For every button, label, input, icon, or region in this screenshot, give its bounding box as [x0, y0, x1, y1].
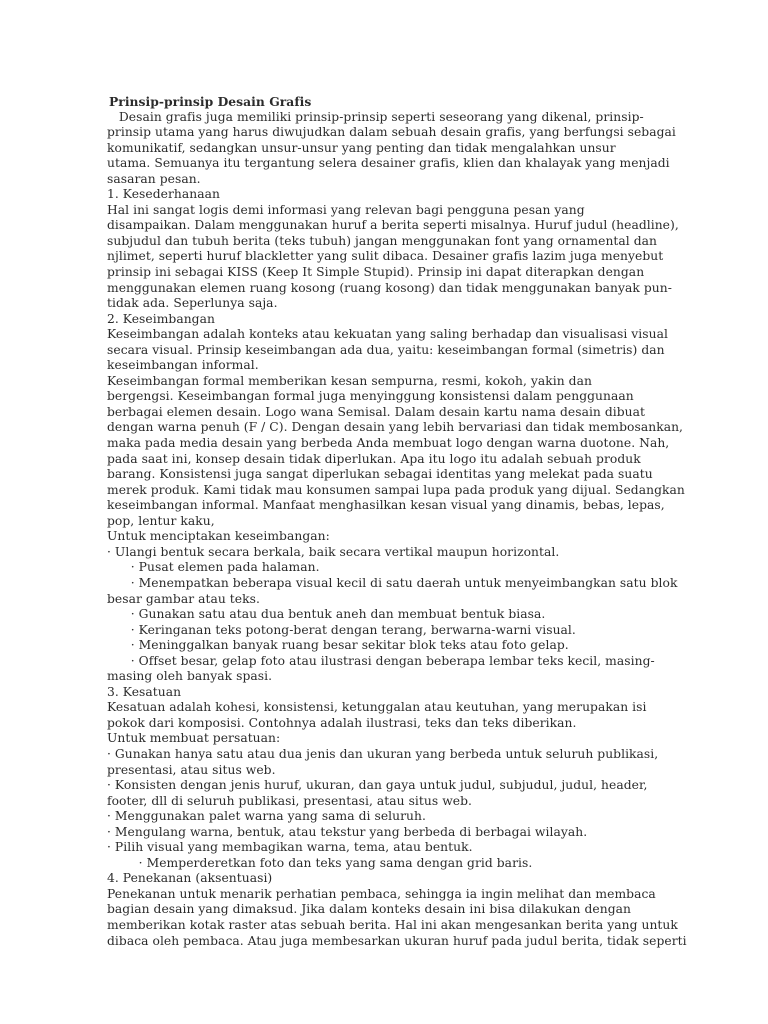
- document-line: berbagai elemen desain. Logo wana Semisal. Dalam desain kartu nama desain dibuat: [107, 404, 646, 419]
- document-line: komunikatif, sedangkan unsur-unsur yang penting dan tidak mengalahkan unsur: [107, 140, 616, 155]
- document-line: · Memperderetkan foto dan teks yang sama dengan grid baris.: [107, 855, 533, 870]
- document-line: bergengsi. Keseimbangan formal juga menyinggung konsistensi dalam penggunaan: [107, 389, 634, 404]
- document-body: [107, 110, 697, 950]
- document-line: · Ulangi bentuk secara berkala, baik secara vertikal maupun horizontal.: [107, 544, 560, 559]
- document-line: pada saat ini, konsep desain tidak diperlukan. Apa itu logo itu adalah sebuah produk: [107, 451, 641, 466]
- document-line: njlimet, seperti huruf blackletter yang sulit dibaca. Desainer grafis lazim juga menyebut: [107, 249, 664, 264]
- document-title: Prinsip-prinsip Desain Grafis: [109, 94, 312, 109]
- document-line: presentasi, atau situs web.: [107, 762, 276, 777]
- document-line: Untuk menciptakan keseimbangan:: [107, 529, 330, 544]
- document-line: prinsip ini sebagai KISS (Keep It Simple Stupid). Prinsip ini dapat diterapkan dengan: [107, 265, 645, 280]
- document-line: · Konsisten dengan jenis huruf, ukuran, dan gaya untuk judul, subjudul, judul, header,: [107, 778, 648, 793]
- document-line: keseimbangan informal.: [107, 358, 259, 373]
- document-line: dibaca oleh pembaca. Atau juga membesarkan ukuran huruf pada judul berita, tidak seperti: [107, 933, 687, 948]
- document-line: · Keringanan teks potong-berat dengan terang, berwarna-warni visual.: [107, 622, 576, 637]
- document-line: masing oleh banyak spasi.: [107, 669, 273, 684]
- document-line: · Gunakan hanya satu atau dua jenis dan ukuran yang berbeda untuk seluruh publikasi,: [107, 746, 659, 761]
- document-line: besar gambar atau teks.: [107, 591, 260, 606]
- document-line: pokok dari komposisi. Contohnya adalah ilustrasi, teks dan teks diberikan.: [107, 715, 577, 730]
- document-line: 3. Kesatuan: [107, 684, 182, 699]
- document-line: Keseimbangan adalah konteks atau kekuatan yang saling berhadap dan visualisasi visual: [107, 327, 668, 342]
- document-line: subjudul dan tubuh berita (teks tubuh) jangan menggunakan font yang ornamental dan: [107, 233, 657, 248]
- document-line: pop, lentur kaku,: [107, 513, 215, 528]
- document-line: · Pusat elemen pada halaman.: [107, 560, 320, 575]
- document-line: · Menempatkan beberapa visual kecil di satu daerah untuk menyeimbangkan satu blok: [107, 575, 678, 590]
- document-line: menggunakan elemen ruang kosong (ruang kosong) dan tidak menggunakan banyak pun-: [107, 280, 672, 295]
- document-line: · Mengulang warna, bentuk, atau tekstur yang berbeda di berbagai wilayah.: [107, 824, 588, 839]
- document-line: Kesatuan adalah kohesi, konsistensi, ketunggalan atau keutuhan, yang merupakan isi: [107, 700, 647, 715]
- document-line: · Menggunakan palet warna yang sama di seluruh.: [107, 809, 426, 824]
- document-line: merek produk. Kami tidak mau konsumen sampai lupa pada produk yang dijual. Sedangkan: [107, 482, 685, 497]
- document-line: Keseimbangan formal memberikan kesan sempurna, resmi, kokoh, yakin dan: [107, 373, 592, 388]
- document-line: · Offset besar, gelap foto atau ilustrasi dengan beberapa lembar teks kecil, masing-: [107, 653, 655, 668]
- document-line: · Pilih visual yang membagikan warna, tema, atau bentuk.: [107, 840, 473, 855]
- document-line: bagian desain yang dimaksud. Jika dalam konteks desain ini bisa dilakukan dengan: [107, 902, 631, 917]
- document-line: Untuk membuat persatuan:: [107, 731, 281, 746]
- document-line: dengan warna penuh (F / C). Dengan desain yang lebih bervariasi dan tidak membosankan,: [107, 420, 684, 435]
- document-line: footer, dll di seluruh publikasi, presentasi, atau situs web.: [107, 793, 472, 808]
- document-line: prinsip utama yang harus diwujudkan dalam sebuah desain grafis, yang berfungsi sebagai: [107, 125, 676, 140]
- document-line: 4. Penekanan (aksentuasi): [107, 871, 273, 886]
- document-line: sasaran pesan.: [107, 171, 201, 186]
- document-line: barang. Konsistensi juga sangat diperlukan sebagai identitas yang melekat pada suatu: [107, 467, 653, 482]
- document-line: Hal ini sangat logis demi informasi yang relevan bagi pengguna pesan yang: [107, 202, 585, 217]
- document-line: utama. Semuanya itu tergantung selera desainer grafis, klien dan khalayak yang menjadi: [107, 156, 670, 171]
- document-line: keseimbangan informal. Manfaat menghasilkan kesan visual yang dinamis, bebas, lepas,: [107, 498, 665, 513]
- document-line: maka pada media desain yang berbeda Anda membuat logo dengan warna duotone. Nah,: [107, 436, 670, 451]
- document-line: · Meninggalkan banyak ruang besar sekitar blok teks atau foto gelap.: [107, 638, 569, 653]
- document-line: Desain grafis juga memiliki prinsip-prinsip seperti seseorang yang dikenal, prinsip-: [107, 109, 644, 124]
- document-line: 2. Keseimbangan: [107, 311, 215, 326]
- document-line: tidak ada. Seperlunya saja.: [107, 296, 278, 311]
- document-line: 1. Kesederhanaan: [107, 187, 220, 202]
- document-line: · Gunakan satu atau dua bentuk aneh dan membuat bentuk biasa.: [107, 607, 546, 622]
- document-page: [107, 94, 697, 949]
- document-line: memberikan kotak raster atas sebuah berita. Hal ini akan mengesankan berita yang untuk: [107, 917, 678, 932]
- document-line: disampaikan. Dalam menggunakan huruf a berita seperti misalnya. Huruf judul (headline),: [107, 218, 679, 233]
- document-line: Penekanan untuk menarik perhatian pembaca, sehingga ia ingin melihat dan membaca: [107, 886, 656, 901]
- document-line: secara visual. Prinsip keseimbangan ada dua, yaitu: keseimbangan formal (simetris) dan: [107, 342, 665, 357]
